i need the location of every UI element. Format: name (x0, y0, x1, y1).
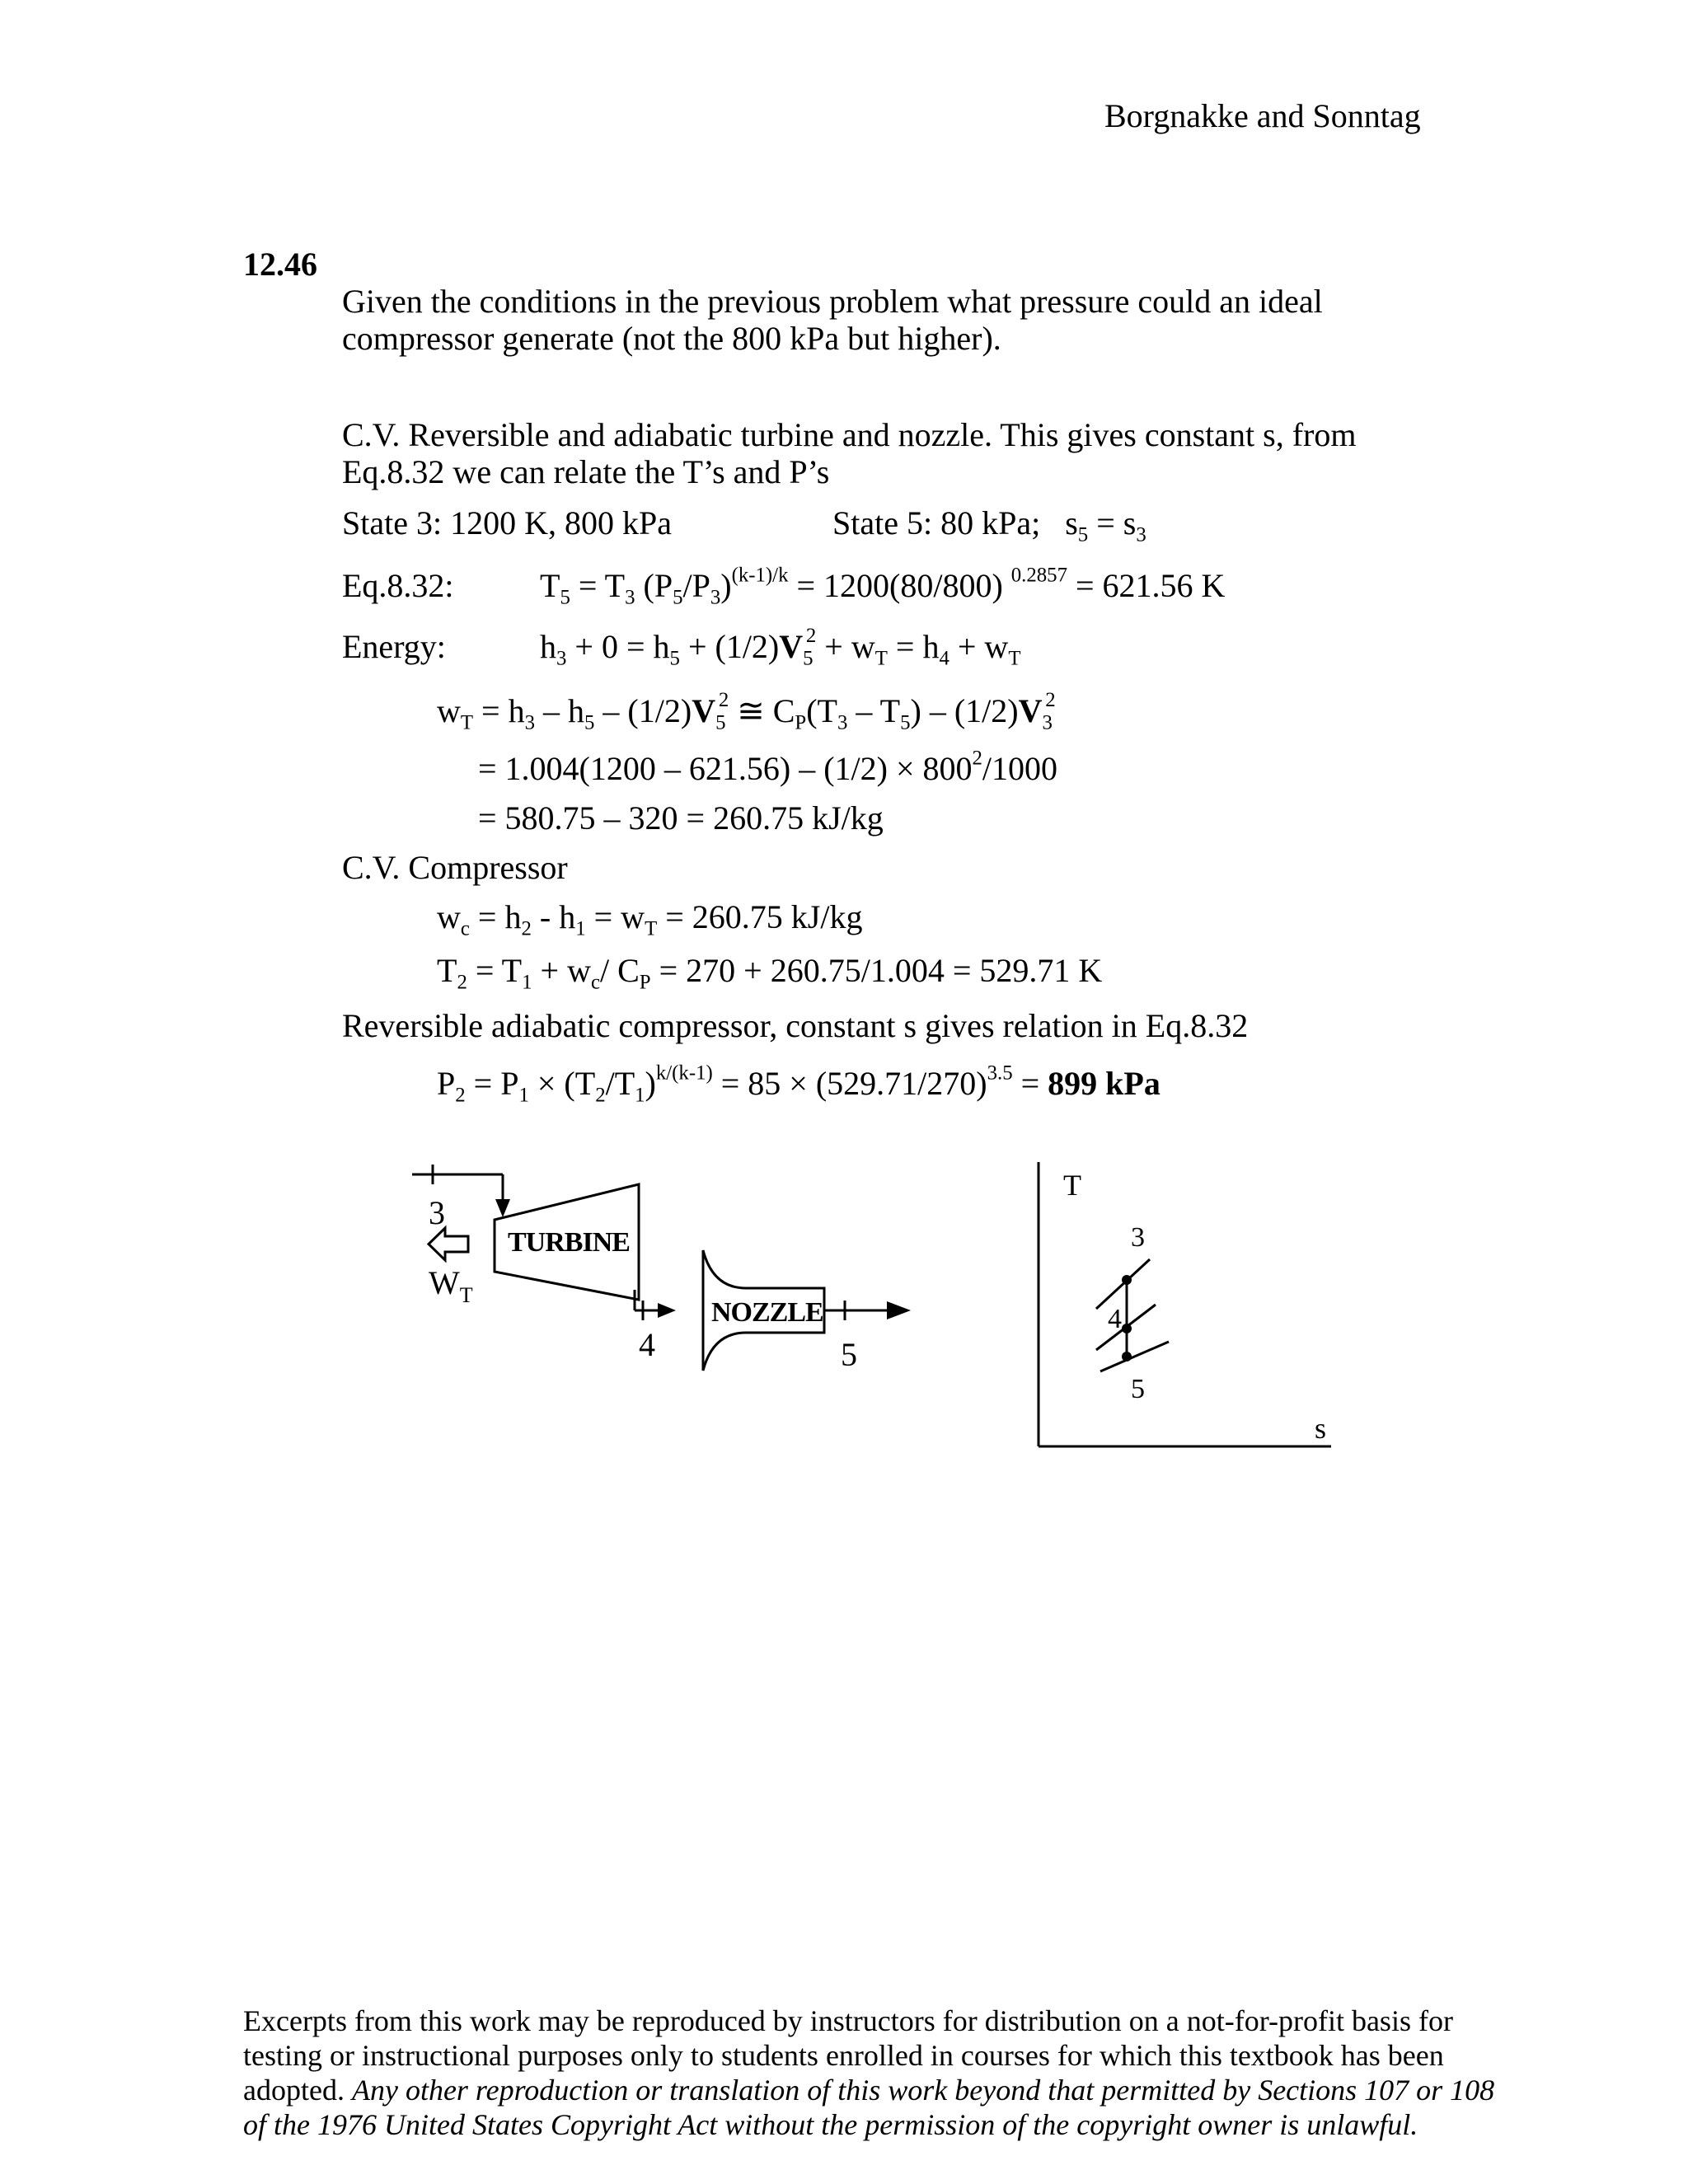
state5-text: State 5: 80 kPa; $s_5 = s_3$ (832, 504, 1146, 546)
eq832-label: Eq.8.32: (342, 567, 454, 604)
state5-label: State 5: 80 kPa; (832, 504, 1041, 541)
state3-text: State 3: 1200 K, 800 kPa (342, 504, 672, 541)
state5-label: 5 (841, 1336, 857, 1373)
point3-dot (1122, 1275, 1132, 1285)
cv-line2: Eq.8.32 we can relate the T’s and P’s (342, 453, 830, 490)
eq832-value: = 621.56 K (1075, 567, 1226, 604)
eq832-result: = 1200(80/800) (796, 567, 1003, 604)
footer-line1: Excerpts from this work may be reproduced by instructors for distribution on a not-for-profit basis for (243, 2004, 1453, 2037)
wt-line2-tail: /1000 (982, 750, 1058, 787)
t-axis-label: T (1063, 1169, 1081, 1202)
point3-label: 3 (1131, 1222, 1145, 1253)
wt-line3: = 580.75 – 320 = 260.75 kJ/kg (478, 799, 884, 837)
t2-value: = 270 + 260.75/1.004 = 529.71 K (659, 952, 1103, 989)
nozzle-outlet-arrowhead (887, 1301, 911, 1319)
reversible-line: Reversible adiabatic compressor, constant s gives relation in Eq.8.32 (342, 1007, 1249, 1044)
point5-dot (1122, 1352, 1132, 1361)
turbine-nozzle-diagram (396, 1150, 956, 1397)
work-label-w: W (429, 1264, 460, 1301)
problem-statement-line2: compressor generate (not the 800 kPa but higher). (342, 320, 1001, 357)
turbine-label: TURBINE (508, 1227, 630, 1258)
wc-equation: $w_c = h_2 - h_1 = w_T = 260.75$ kJ/kg (437, 898, 863, 940)
wt-equation: $w_T = h_3 - h_5 - (1/2)V_5^2$ ≅ $C_P(T_3 - T_5) - (1/2)V_3^2$ (437, 689, 1056, 734)
page-header-author: Borgnakke and Sonntag (1104, 97, 1421, 134)
cv-line1: C.V. Reversible and adiabatic turbine and nozzle. This gives constant s, from (342, 416, 1357, 453)
wt-line2-text: = 1.004(1200 – 621.56) – (1/2) × 800 (478, 750, 973, 787)
work-label-sub: T (459, 1283, 473, 1307)
footer-line4: of the 1976 United States Copyright Act without the permission of the copyright owner is unlawful. (243, 2108, 1418, 2141)
p2-result: 899 kPa (1048, 1065, 1160, 1102)
s-axis-label: s (1315, 1412, 1327, 1445)
work-output-arrow (429, 1228, 468, 1260)
turbine-outlet-arrowhead (658, 1303, 676, 1318)
state3-label: 3 (429, 1194, 445, 1231)
footer-line2: testing or instructional purposes only to students enrolled in courses for which this textbook has been (243, 2039, 1444, 2072)
footer-line3-italic: Any other reproduction or translation of this work beyond that permitted by Sections 107 or 108 (351, 2074, 1495, 2107)
energy-label: Energy: (342, 628, 446, 665)
work-label (429, 1264, 473, 1307)
t2-equation: $T_2 = T_1 + w_c/$ $C_P = 270 + 260.75/1.004 = 529.71$ K (437, 952, 1103, 994)
p2-exponent: 3.5 (987, 1062, 1013, 1085)
isobar-80kpa (1100, 1342, 1169, 1371)
wt-line2: = $1.004(1200 - 621.56) - (1/2) \times 800^2/1000$ (478, 747, 1058, 787)
p2-equation: $P_2 = P_1 \times (T_2/T_1)^{k/(k-1)} = 85 \times (529.71/270)^{3.5} = 899$ kPa (437, 1062, 1160, 1107)
footer-line3-plain: adopted. (243, 2074, 352, 2107)
ts-diagram (1022, 1154, 1352, 1459)
point4-dot (1122, 1324, 1132, 1333)
energy-equation: $h_3 + 0 = h_5 + (1/2)V_5^2 + w_T = h_4 + w_T$ (540, 625, 1021, 670)
cv-compressor: C.V. Compressor (342, 849, 568, 886)
wc-value: = 260.75 kJ/kg (665, 898, 863, 935)
state4-label: 4 (639, 1326, 655, 1363)
nozzle-label: NOZZLE (711, 1297, 823, 1328)
p2-equals: = (1012, 1065, 1048, 1102)
eq832-exponent: 0.2857 (1010, 564, 1067, 587)
problem-number: 12.46 (243, 246, 317, 283)
point4-label: 4 (1108, 1304, 1122, 1334)
point5-label: 5 (1131, 1374, 1145, 1404)
eq832-formula: $T_5 = T_3$ $(P_5/P_3)^{(k-1)/k} = 1200(80/800) ^{0.2857} = 621.56$ K (540, 564, 1226, 609)
inlet-arrowhead (495, 1199, 510, 1217)
p2-value: = 85 × (529.71/270) (720, 1065, 987, 1102)
footer-line3 (243, 2074, 1494, 2107)
isobar-800kpa (1096, 1259, 1150, 1309)
problem-statement-line1: Given the conditions in the previous problem what pressure could an ideal (342, 283, 1323, 320)
